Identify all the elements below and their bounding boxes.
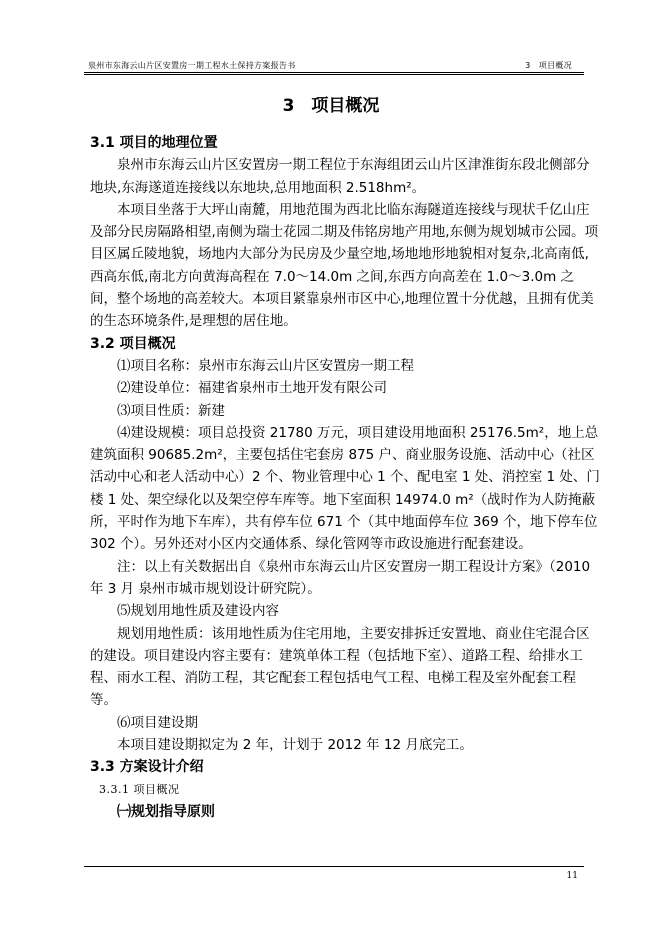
document-body <box>90 132 600 823</box>
section-3-1-paragraph-2: 本项目坐落于大坪山南麓，用地范围为西北比临东海隧道连接线与现状千亿山庄及部分民房隔路相望,南侧为瑞士花园二期及伟铭房地产用地,东侧为规划城市公园。项目区属丘陵地貌，场地内大部分为民房及少量空地,场地地形地貌相对复杂,北高南低,西高东低,南北方向黄海高程在 7.0～14.0m 之间,东西方向高差在 1.0～3.0m 之间，整个场地的高差较大。本项目紧靠泉州市区中心,地理位置十分优越，且拥有优美的生态环境条件,是理想的居住地。 <box>90 201 599 330</box>
page-header <box>84 58 580 72</box>
section-3-2-title: 3.2 项目概况 <box>90 335 176 352</box>
header-rule-secondary <box>84 74 584 75</box>
construction-period-item-title: ⑹项目建设期 <box>117 714 198 731</box>
construction-scale-item: ⑷建设规模：项目总投资 21780 万元，项目建设用地面积 25176.5m²，地上总建筑面积 90685.2m²，主要包括住宅套房 875 户、商业服务设施、活动中心（社区活动中心和老人活动中心）2 个、物业管理中心 1 个、配电室 1 处、消控室 1 处、门楼 1 处、架空绿化以及架空停车库等。地下室面积 14974.0 m²（战时作为人防掩蔽所，平时作为地下车库），共有停车位 671 个（其中地面停车位 369 个，地下停车位 302 个）。另外还对小区内交通体系、绿化管网等市政设施进行配套建设。 <box>90 424 600 553</box>
chapter-title: 3 项目概况 <box>282 96 380 116</box>
header-document-title: 泉州市东海云山片区安置房一期工程水土保持方案报告书 <box>88 61 296 70</box>
section-3-3-title: 3.3 方案设计介绍 <box>90 759 204 776</box>
land-use-item-title: ⑸规划用地性质及建设内容 <box>117 603 279 620</box>
construction-unit-item: ⑵建设单位：福建省泉州市土地开发有限公司 <box>117 380 387 397</box>
construction-period-item-text: 本项目建设期拟定为 2 年，计划于 2012 年 12 月底完工。 <box>117 737 473 754</box>
header-chapter-label: 3 项目概况 <box>525 61 572 70</box>
project-nature-item: ⑶项目性质：新建 <box>117 402 225 419</box>
section-3-1-paragraph-1: 泉州市东海云山片区安置房一期工程位于东海组团云山片区津淮街东段北侧部分地块,东海遂道连接线以东地块,总用地面积 2.518hm²。 <box>90 157 590 196</box>
section-3-1-title: 3.1 项目的地理位置 <box>90 135 218 151</box>
footer-rule <box>84 866 584 867</box>
section-3-3-1-title: 3.3.1 项目概况 <box>99 782 180 796</box>
project-name-item: ⑴项目名称：泉州市东海云山片区安置房一期工程 <box>117 357 414 374</box>
page-number: 11 <box>566 871 578 881</box>
land-use-item-text: 规划用地性质：该用地性质为住宅用地，主要安排拆迁安置地、商业住宅混合区的建设。项目建设内容主要有：建筑单体工程（包括地下室）、道路工程、给排水工程、雨水工程、消防工程，其它配套工程包括电气工程、电梯工程及室外配套工程等。 <box>90 625 590 709</box>
data-source-note: 注：以上有关数据出自《泉州市东海云山片区安置房一期工程设计方案》（2010 年 3 月 泉州市城市规划设计研究院）。 <box>90 558 591 597</box>
header-rule <box>84 72 584 73</box>
planning-principles-title: ㈠规划指导原则 <box>117 803 215 820</box>
